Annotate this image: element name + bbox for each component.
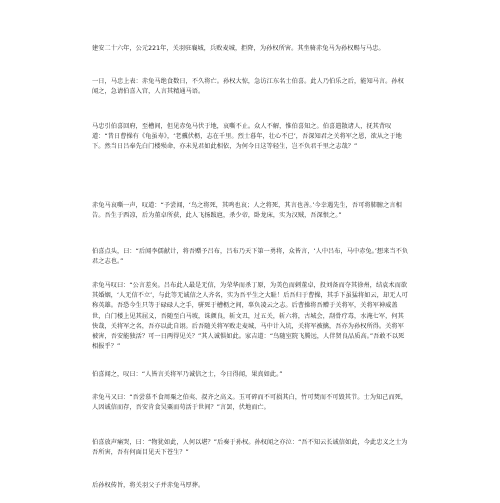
- paragraph-boxi-visit: 马忠引伯喜回府，至槽间，但见赤兔马伏于地，哀嘶不止。众人不解，惟伯喜知之。伯喜遣散诸人，抚其背叹道：“昔日曹操有《龟虽寿》，‘老骥伏枥，志在千里。烈士暮年，壮心不已’，吾深知君之关将军之恩，欲从之于地下。然当日吕奉先白门楼殒命，亦未见君如此相依，为何今日这等轻生，岂不负君千里之志哉？”: [92, 123, 402, 151]
- paragraph-intro: 建安二十六年，公元221年，关羽驻襄城，兵败麦城，拒降，为孙权所害。其坐骑赤兔马为孙权赐与马忠。: [92, 45, 385, 52]
- paragraph-boxi-nod: 伯喜点头，曰：“后闻李儒献计，将吾赠予吕布，吕布乃天下第一勇将，众皆言，‘人中吕布，马中赤兔。’想来当不负君之志也。”: [92, 248, 409, 266]
- paragraph-boxi-weep: 伯喜放声痛哭，曰：“物犹如此，人何以堪？”后奏于孙权。孙权闻之亦泣：“吾不知云长诚信如此，今此忠义之士为吾所害，吾有何面目见天下苍生？”: [92, 439, 408, 457]
- paragraph-horse-reply: 赤兔马哀嘶一声，叹道：“予尝闻，‘鸟之将死，其鸣也哀；人之将死，其言也善。’今幸遇先生，吾可将肺腑之言相告。吾生于西凉，后为董卓所获，此人飞扬跋扈，杀少帝，卧龙床，实为汉贼，吾深恨之。”: [92, 202, 402, 220]
- paragraph-boxi-sigh: 伯喜闻之，叹曰：“人皆言关将军乃诚信之士，今日得闻，果真如此。”: [92, 371, 283, 378]
- paragraph-horse-story: 赤兔马叹曰：“公言差矣。吕布此人最是无信，为荣华而杀丁原，为美色而刺董卓，投刘备而夺其徐州，结袁术而欲其婚姻，‘人无信不立’，与此等无诚信之人齐名，实为吾平生之大耻！后吾归于曹操，其手下虽猛将如云，却无人可称英雄。吾恐今生只等于碌碌人之手，骈死于槽枥之间，辜负凌云之志。后曹操将吾赠于关将军，关将军神威盖世，白门楼上见其屈义，吾随至白马坡，诛颜良，斩文丑，过五关，斩六将，古城会，刮骨疗毒，水淹七军，何其快哉，关将军之名，吾亦以此自诩。后吾随关将军败走麦城，马中计入坑，关将军被擒，吾亦为孙权所得。关将军被害，吾安能独活？可一日两得见关？”其人诚惧如此。家吉道：“鸟随室院飞腾远，人伴贤良品质高。”吾敢不以死相报乎？”: [92, 282, 408, 351]
- paragraph-burial: 后孙权传旨，将关羽父子并赤兔马厚葬。: [92, 482, 205, 489]
- paragraph-mazhong-report: 一日，马忠上表：赤兔马绝食数日，不久将亡。孙权大惊，急访江东名士伯喜。此人乃伯乐之后，能知马言。孙权闻之，急请伯喜入宫，人言其精通马语。: [92, 78, 404, 96]
- paragraph-horse-death: 赤兔马又曰：“吾尝慕不食周粟之伯夷、叔齐之高义。玉可碎而不可损其白，竹可焚而不可毁其节。士为知己而死，人因诚信而存，吾安肯食吴粟而苟活于世间？”言罢，伏地而亡。: [92, 394, 408, 412]
